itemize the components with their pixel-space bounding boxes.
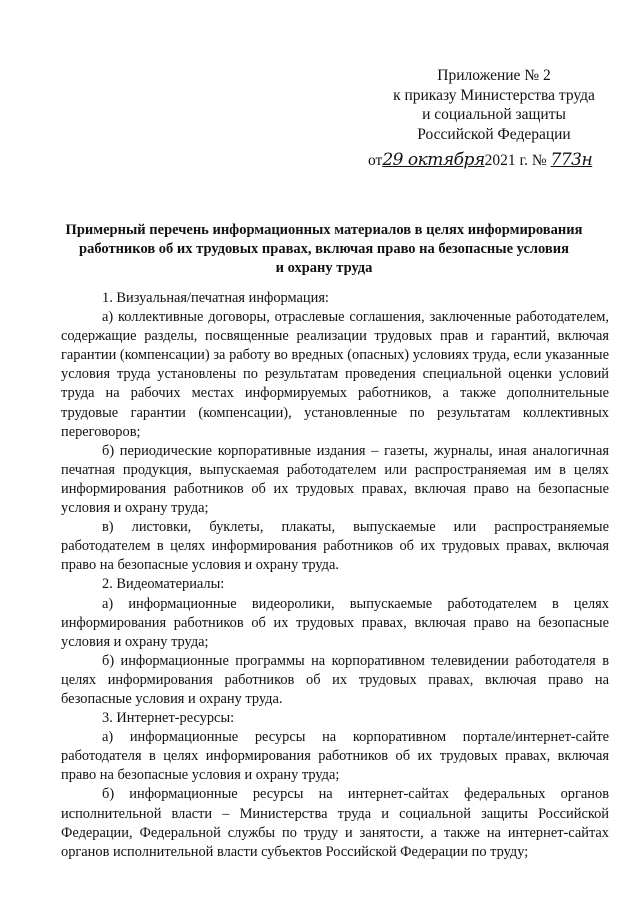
title-line: работников об их трудовых правах, включая право на безопасные условия (79, 241, 569, 257)
list-item-corporate-portal: а) информационные ресурсы на корпоративном портале/интернет-сайте работодателя в целях информирования работников об их трудовых правах, включая право на безопасные условия и охрану труда; (61, 729, 609, 784)
section-heading-visual-print: 1. Визуальная/печатная информация: (102, 290, 329, 306)
appendix-line-federation: Российской Федерации (417, 125, 571, 143)
list-item-federal-websites: б) информационные ресурсы на интернет-сайтах федеральных органов исполнительной власти – Министерства труда и социальной защиты Российской Федерации, Федеральной службы по труду и занятости, а также на интернет-сайтах органов исполнительной власти субъектов Российской Федерации по труду; (61, 786, 609, 860)
list-item-leaflets: в) листовки, буклеты, плакаты, выпускаемые или распространяемые работодателем в целях информирования работников об их трудовых правах, включая право на безопасные условия и охрану труда. (61, 519, 609, 574)
appendix-line-number: Приложение № 2 (437, 67, 551, 84)
list-item-corporate-tv: б) информационные программы на корпоративном телевидении работодателя в целях информирования работников об их трудовых правах, включая право на безопасные условия и охрану труда. (61, 652, 609, 707)
appendix-block (383, 66, 605, 144)
list-item-corporate-periodicals: б) периодические корпоративные издания – газеты, журналы, иная аналогичная печатная продукция, выпускаемая работодателем или распространяемая им в целях информирования работников об их трудовых правах, включая право на безопасные условия и охрану труда; (61, 442, 609, 517)
order-date-prefix: от (368, 152, 383, 169)
title-line: Примерный перечень информационных материалов в целях информирования (65, 222, 583, 238)
order-date-handwritten: 29 октября (382, 150, 485, 170)
order-number-handwritten: 773н (550, 150, 593, 170)
section-heading-internet: 3. Интернет-ресурсы: (102, 710, 235, 727)
list-item-video-clips: а) информационные видеоролики, выпускаемые работодателем в целях информирования работников об их трудовых правах, включая право на безопасные условия и охрану труда; (61, 595, 609, 650)
title-line: и охрану труда (275, 260, 373, 276)
order-date-line (368, 150, 608, 171)
order-year: 2021 г. № (484, 152, 547, 169)
document-body (61, 289, 609, 862)
list-item-collective-agreements: а) коллективные договоры, отраслевые соглашения, заключенные работодателем, содержащие разделы, посвященные реализации трудовых прав и гарантий, включая гарантии (компенсации) за работу во вредных (опасных) условиях труда, если указанные условия труда установлены по результатам проведения специальной оценки условий труда на рабочих местах информируемых работников, а также дополнительные трудовые гарантии (компенсации), установленные по результатам коллективных переговоров; (61, 309, 609, 440)
section-heading-video: 2. Видеоматериалы: (102, 576, 225, 593)
appendix-line-ministry: и социальной защиты (422, 106, 566, 123)
appendix-line-order: к приказу Министерства труда (393, 86, 595, 104)
document-title (60, 221, 588, 278)
